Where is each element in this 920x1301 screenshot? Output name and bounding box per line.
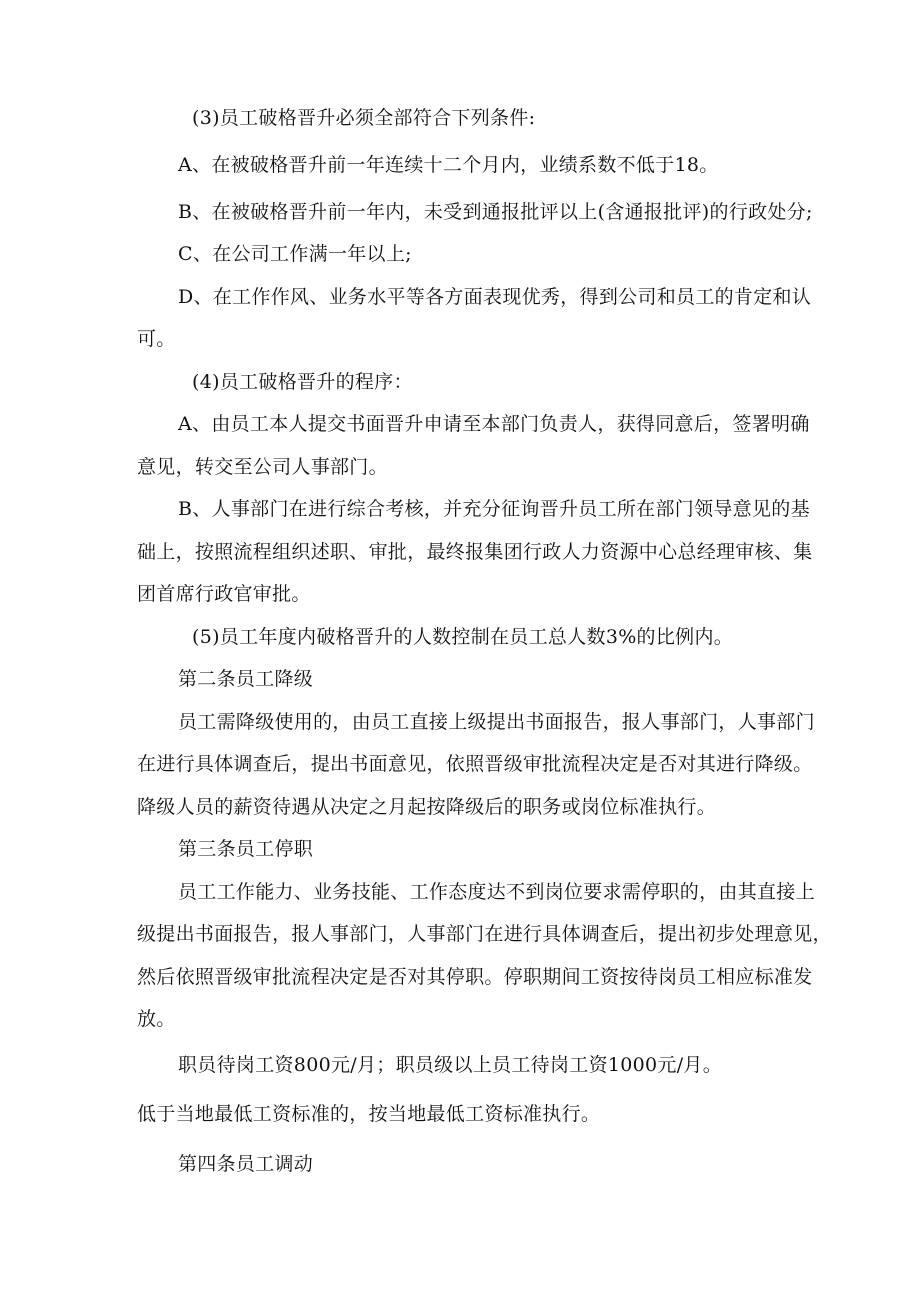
text-line: 团首席行政官审批。 xyxy=(137,583,311,605)
text-line: A、由员工本人提交书面晋升申请至本部门负责人，获得同意后，签署明确 xyxy=(178,413,810,435)
text-line: C、在公司工作满一年以上; xyxy=(178,243,412,265)
text-line: (3)员工破格晋升必须全部符合下列条件: xyxy=(192,107,536,129)
text-line: 在进行具体调查后，提出书面意见，依照晋级审批流程决定是否对其进行降级。 xyxy=(137,753,813,775)
text-line: B、在被破格晋升前一年内，未受到通报批评以上(含通报批评)的行政处分; xyxy=(178,201,813,223)
text-line: (4)员工破格晋升的程序： xyxy=(192,371,413,393)
text-line: 员工工作能力、业务技能、工作态度达不到岗位要求需停职的，由其直接上 xyxy=(178,881,815,903)
text-line: (5)员工年度内破格晋升的人数控制在员工总人数3%的比例内。 xyxy=(192,626,734,648)
text-line: 低于当地最低工资标准的，按当地最低工资标准执行。 xyxy=(137,1103,601,1125)
text-line: A、在被破格晋升前一年连续十二个月内，业绩系数不低于18。 xyxy=(178,154,719,176)
text-line: 可。 xyxy=(137,328,176,350)
text-line: 然后依照晋级审批流程决定是否对其停职。停职期间工资按待岗员工相应标准发 xyxy=(137,966,813,988)
section-heading: 第三条员工停职 xyxy=(178,838,314,860)
text-line: D、在工作作风、业务水平等各方面表现优秀，得到公司和员工的肯定和认 xyxy=(178,286,812,308)
text-line: 放。 xyxy=(137,1008,176,1030)
text-line: 员工需降级使用的，由员工直接上级提出书面报告，报人事部门，人事部门 xyxy=(178,711,815,733)
text-line: 础上，按照流程组织述职、审批，最终报集团行政人力资源中心总经理审核、集 xyxy=(137,541,813,563)
text-line: 意见，转交至公司人事部门。 xyxy=(137,456,388,478)
text-line: 职员待岗工资800元/月；职员级以上员工待岗工资1000元/月。 xyxy=(178,1054,723,1076)
section-heading: 第二条员工降级 xyxy=(178,668,314,690)
text-line: 级提出书面报告，报人事部门，人事部门在进行具体调查后，提出初步处理意见， xyxy=(137,923,832,945)
text-line: 降级人员的薪资待遇从决定之月起按降级后的职务或岗位标准执行。 xyxy=(137,796,717,818)
section-heading: 第四条员工调动 xyxy=(178,1153,314,1175)
text-line: B、人事部门在进行综合考核，并充分征询晋升员工所在部门领导意见的基 xyxy=(178,498,810,520)
